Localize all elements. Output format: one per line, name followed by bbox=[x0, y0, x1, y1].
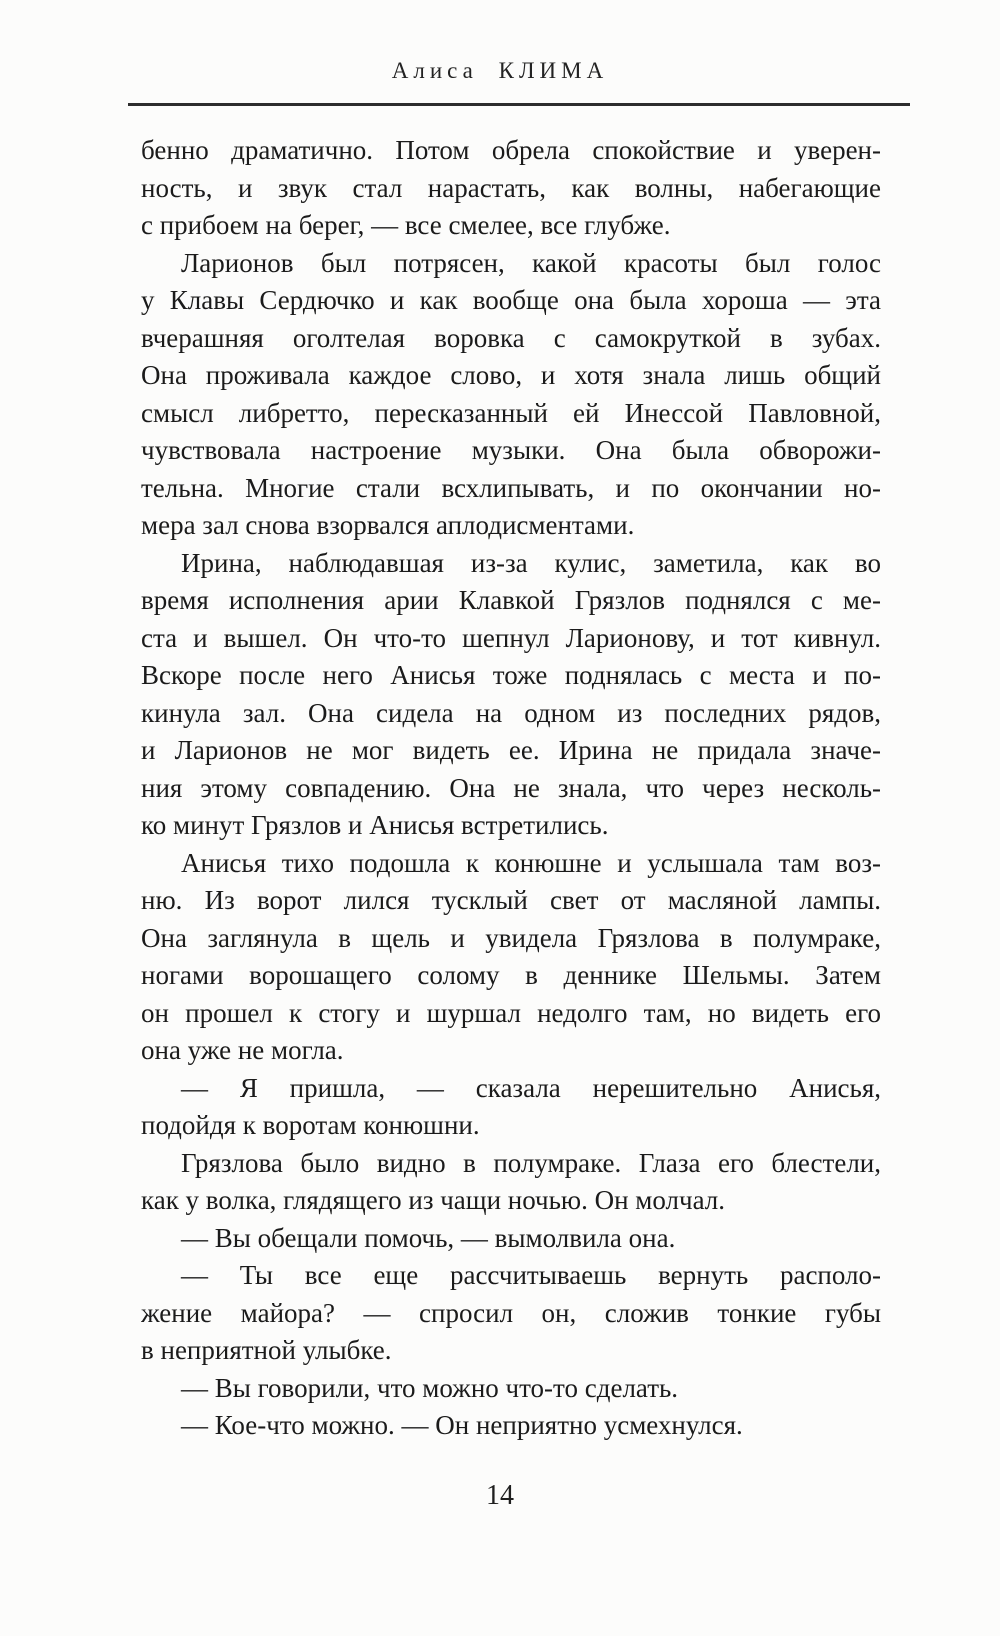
text-line: бенно драматично. Потом обрела спокойствие и уверен- bbox=[141, 135, 881, 165]
text-line: как у волка, глядящего из чащи ночью. Он молчал. bbox=[141, 1185, 726, 1215]
text-line: и Ларионов не мог видеть ее. Ирина не придала значе- bbox=[141, 735, 881, 765]
paragraph-dialogue bbox=[141, 1220, 881, 1258]
text-line: — Я пришла, — сказала нерешительно Анисья, bbox=[181, 1072, 881, 1103]
body-text bbox=[141, 132, 881, 1445]
paragraph bbox=[141, 132, 881, 245]
text-line: он прошел к стогу и шуршал недолго там, но видеть его bbox=[141, 997, 881, 1028]
text-line: кинула зал. Она сидела на одном из последних рядов, bbox=[141, 697, 881, 728]
paragraph bbox=[141, 245, 881, 545]
text-line: чувствовала настроение музыки. Она была обворожи- bbox=[141, 435, 881, 465]
paragraph-dialogue bbox=[141, 1257, 881, 1370]
paragraph bbox=[141, 845, 881, 1070]
running-head-author: Алиса КЛИМА bbox=[391, 58, 609, 83]
header-rule bbox=[128, 103, 910, 106]
text-line: ния этому совпадению. Она не знала, что через несколь- bbox=[141, 772, 881, 803]
text-line: ко минут Грязлов и Анисья встретились. bbox=[141, 810, 609, 840]
text-line: ность, и звук стал нарастать, как волны, набегающие bbox=[141, 172, 881, 203]
text-line: Грязлова было видно в полумраке. Глаза его блестели, bbox=[181, 1147, 881, 1178]
paragraph bbox=[141, 1145, 881, 1220]
text-line: мера зал снова взорвался аплодисментами. bbox=[141, 510, 635, 540]
text-line: время исполнения арии Клавкой Грязлов поднялся с ме- bbox=[141, 585, 881, 615]
text-line: Вскоре после него Анисья тоже поднялась с места и по- bbox=[141, 660, 881, 690]
text-line: подойдя к воротам конюшни. bbox=[141, 1110, 480, 1140]
text-line: тельна. Многие стали всхлипывать, и по окончании но- bbox=[141, 472, 881, 503]
text-line: у Клавы Сердючко и как вообще она была хороша — эта bbox=[141, 285, 881, 315]
text-line: Ирина, наблюдавшая из-за кулис, заметила, как во bbox=[181, 547, 881, 578]
page-number: 14 bbox=[486, 1480, 514, 1511]
text-line: жение майора? — спросил он, сложив тонкие губы bbox=[141, 1297, 881, 1328]
text-line: в неприятной улыбке. bbox=[141, 1335, 392, 1365]
text-line: смысл либретто, пересказанный ей Инессой Павловной, bbox=[141, 397, 881, 428]
text-line: — Кое-что можно. — Он неприятно усмехнулся. bbox=[181, 1410, 743, 1440]
text-line: — Вы обещали помочь, — вымолвила она. bbox=[181, 1222, 676, 1253]
text-line: она уже не могла. bbox=[141, 1035, 344, 1065]
text-line: Ларионов был потрясен, какой красоты был голос bbox=[181, 247, 881, 278]
text-line: ста и вышел. Он что-то шепнул Ларионову, и тот кивнул. bbox=[141, 622, 881, 653]
text-line: — Ты все еще рассчитываешь вернуть располо- bbox=[181, 1260, 881, 1290]
text-line: Она проживала каждое слово, и хотя знала лишь общий bbox=[141, 360, 881, 390]
paragraph-dialogue bbox=[141, 1407, 881, 1445]
text-line: Она заглянула в щель и увидела Грязлова в полумраке, bbox=[141, 922, 881, 953]
text-line: — Вы говорили, что можно что-то сделать. bbox=[181, 1372, 679, 1403]
paragraph bbox=[141, 545, 881, 845]
paragraph-dialogue bbox=[141, 1370, 881, 1408]
text-line: ню. Из ворот лился тусклый свет от масляной лампы. bbox=[141, 885, 881, 915]
text-line: вчерашняя оголтелая воровка с самокруткой в зубах. bbox=[141, 322, 881, 353]
text-line: с прибоем на берег, — все смелее, все глубже. bbox=[141, 210, 671, 240]
text-line: Анисья тихо подошла к конюшне и услышала там воз- bbox=[181, 847, 881, 878]
text-line: ногами ворошащего солому в деннике Шельмы. Затем bbox=[141, 960, 881, 990]
paragraph-dialogue bbox=[141, 1070, 881, 1145]
